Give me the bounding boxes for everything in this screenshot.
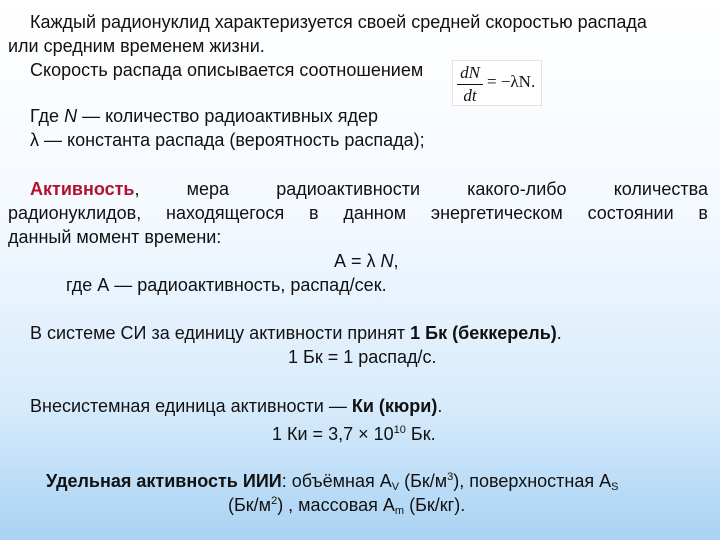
activity-formula-end: , xyxy=(393,251,399,271)
activity-word: радионуклидов, xyxy=(8,203,142,223)
activity-line-2 xyxy=(8,202,708,224)
activity-word: находящегося xyxy=(166,203,285,223)
activity-term: Активность xyxy=(30,179,135,199)
n-symbol: N xyxy=(64,106,78,126)
where-n-text: — количество радиоактивных ядер xyxy=(77,106,379,126)
si-text: В системе СИ за единицу активности принят xyxy=(30,323,411,343)
activity-where-line: где А — радиоактивность, распад/сек. xyxy=(66,275,387,295)
specific-text: ), поверхностная А xyxy=(453,471,612,491)
curie-end: . xyxy=(437,396,443,416)
activity-word: мера xyxy=(186,179,230,199)
activity-word: состоянии xyxy=(587,203,674,223)
si-equation: 1 Бк = 1 распад/с. xyxy=(288,347,437,367)
where-n-line xyxy=(30,105,378,127)
subscript-m: m xyxy=(394,505,405,517)
activity-word: радиоактивности xyxy=(276,179,420,199)
activity-line-1 xyxy=(30,178,708,200)
activity-formula-lhs: А = λ xyxy=(334,251,381,271)
specific-activity-line-2 xyxy=(228,490,465,522)
intro-line-2: или средним временем жизни. xyxy=(8,36,265,56)
activity-word: в xyxy=(308,203,319,223)
where-lambda-line: λ — константа распада (вероятность распада); xyxy=(30,130,425,150)
activity-line-3: данный момент времени: xyxy=(8,227,222,247)
activity-term-group xyxy=(30,178,140,200)
activity-word: в xyxy=(698,203,708,223)
curie-equation xyxy=(272,419,436,445)
formula-fraction xyxy=(457,63,483,106)
intro-line-1: Каждый радионуклид характеризуется своей средней скоростью распада xyxy=(30,12,647,32)
specific-text: (Бк/м xyxy=(399,471,448,491)
activity-formula-n: N xyxy=(380,251,394,271)
specific-activity-term: Удельная активность ИИИ xyxy=(46,471,282,491)
si-end: . xyxy=(556,323,562,343)
activity-formula xyxy=(334,250,399,272)
curie-exponent: 10 xyxy=(393,424,406,436)
curie-text: Внесистемная единица активности — xyxy=(30,396,352,416)
formula-rhs: = −λN. xyxy=(487,72,536,91)
superscript-2: 2 xyxy=(271,495,278,507)
activity-word: количества xyxy=(613,179,708,199)
intro-line-3: Скорость распада описывается соотношением xyxy=(30,60,424,80)
decay-rate-formula xyxy=(452,60,542,106)
activity-word: какого-либо xyxy=(467,179,567,199)
curie-eq-left: 1 Ки = 3,7 × 10 xyxy=(272,424,394,444)
where-prefix: Где xyxy=(30,106,65,126)
curie-unit: Ки (кюри) xyxy=(351,396,438,416)
fraction-bar xyxy=(457,84,483,85)
curie-line xyxy=(30,395,442,417)
subscript-s: S xyxy=(611,481,619,493)
specific-text: : объёмная А xyxy=(281,471,392,491)
formula-numerator: dN xyxy=(460,63,480,82)
specific-text: (Бк/м xyxy=(228,495,272,515)
activity-word: данном xyxy=(343,203,407,223)
si-unit: 1 Бк (беккерель) xyxy=(410,323,557,343)
specific-text: ) , массовая А xyxy=(277,495,395,515)
formula-denominator: dt xyxy=(463,86,477,105)
superscript-3: 3 xyxy=(447,471,454,483)
activity-comma: , xyxy=(134,179,140,199)
activity-word: энергетическом xyxy=(430,203,563,223)
curie-eq-right: Бк. xyxy=(405,424,436,444)
si-line xyxy=(30,322,562,344)
specific-text: (Бк/кг). xyxy=(404,495,466,515)
subscript-v: V xyxy=(391,481,400,493)
